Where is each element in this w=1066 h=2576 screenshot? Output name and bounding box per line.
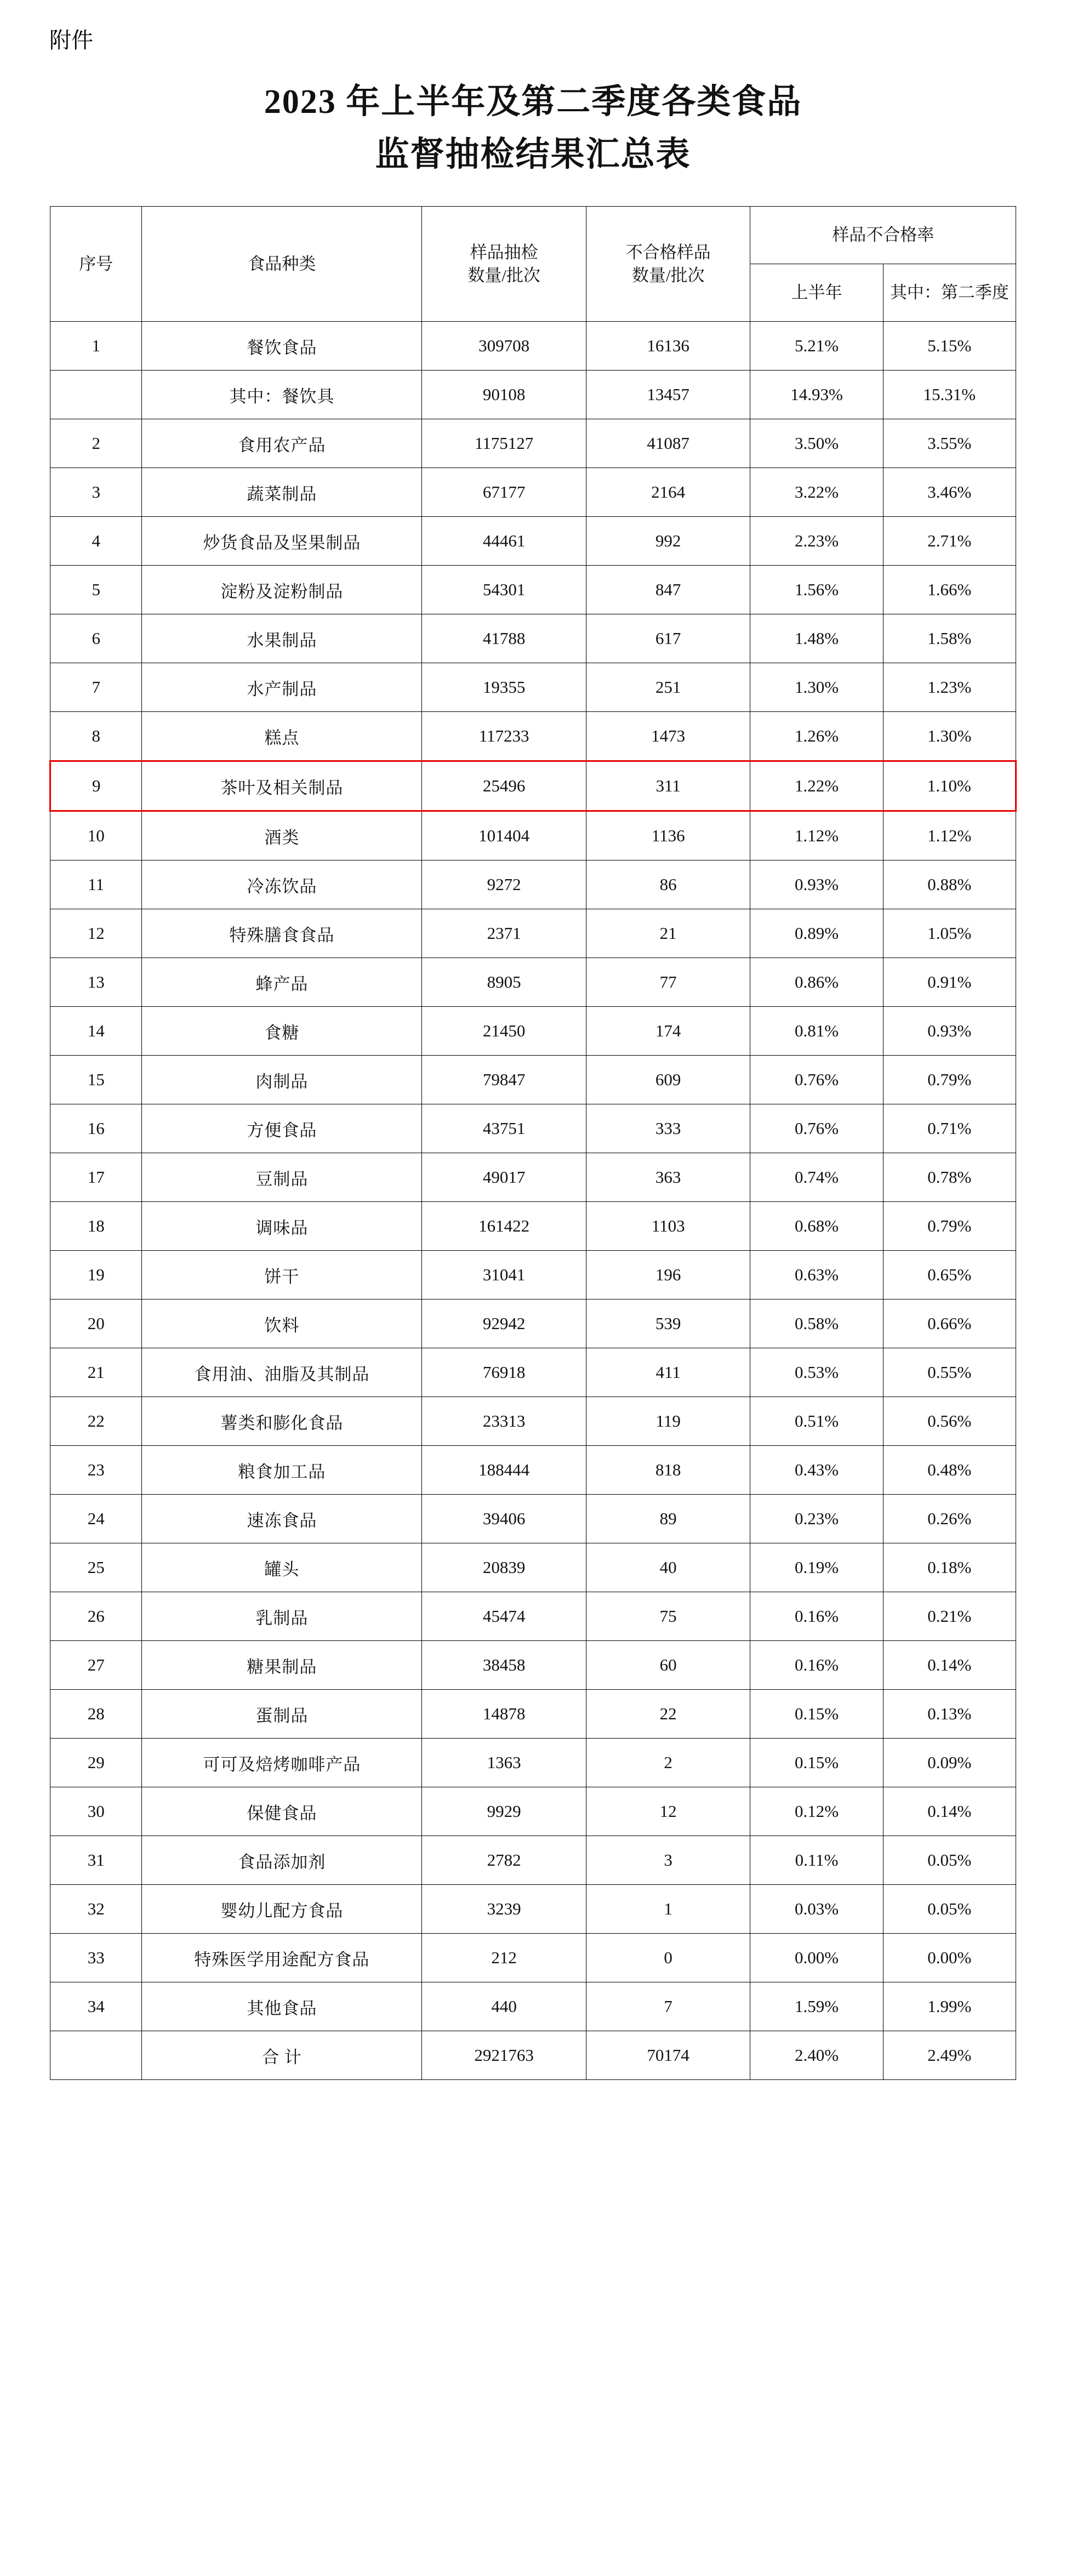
cell-rate-q2: 0.14% (883, 1787, 1016, 1836)
cell-samples: 92942 (422, 1300, 586, 1348)
cell-category: 蜂产品 (142, 958, 422, 1007)
table-row (50, 958, 1016, 1007)
cell-category: 可可及焙烤咖啡产品 (142, 1739, 422, 1787)
cell-no: 30 (50, 1787, 142, 1836)
attachment-label: 附件 (49, 29, 93, 53)
cell-samples: 49017 (422, 1153, 586, 1202)
table-row (50, 371, 1016, 419)
cell-category: 炒货食品及坚果制品 (142, 517, 422, 566)
cell-rate-h1: 3.50% (750, 419, 883, 468)
cell-no: 3 (50, 468, 142, 517)
cell-samples: 9272 (422, 860, 586, 909)
cell-rate-h1: 0.16% (750, 1592, 883, 1641)
cell-category: 食用油、油脂及其制品 (142, 1348, 422, 1397)
cell-no: 2 (50, 419, 142, 468)
cell-rate-h1: 0.19% (750, 1543, 883, 1592)
cell-rate-q2: 0.21% (883, 1592, 1016, 1641)
cell-rate-h1: 0.58% (750, 1300, 883, 1348)
cell-no: 1 (50, 322, 142, 371)
header-samples (422, 207, 586, 322)
cell-category: 酒类 (142, 811, 422, 860)
table-row (50, 909, 1016, 958)
cell-fail: 617 (586, 614, 750, 663)
cell-rate-h1: 1.59% (750, 1982, 883, 2031)
cell-samples: 38458 (422, 1641, 586, 1690)
cell-samples: 54301 (422, 566, 586, 614)
cell-samples: 8905 (422, 958, 586, 1007)
cell-no (50, 371, 142, 419)
cell-fail: 539 (586, 1300, 750, 1348)
cell-samples: 117233 (422, 712, 586, 761)
cell-category: 豆制品 (142, 1153, 422, 1202)
cell-category: 饮料 (142, 1300, 422, 1348)
cell-no: 33 (50, 1934, 142, 1982)
header-rate-h1: 上半年 (750, 264, 883, 322)
cell-rate-q2: 0.93% (883, 1007, 1016, 1056)
cell-rate-q2: 0.05% (883, 1885, 1016, 1934)
cell-fail: 847 (586, 566, 750, 614)
cell-category: 饼干 (142, 1251, 422, 1300)
cell-category: 蔬菜制品 (142, 468, 422, 517)
cell-category: 速冻食品 (142, 1495, 422, 1543)
cell-rate-q2: 1.99% (883, 1982, 1016, 2031)
table-row (50, 1251, 1016, 1300)
header-category: 食品种类 (142, 207, 422, 322)
cell-rate-h1: 5.21% (750, 322, 883, 371)
table-row (50, 1495, 1016, 1543)
cell-no: 4 (50, 517, 142, 566)
table-row (50, 1104, 1016, 1153)
total-cell-rate-q2: 2.49% (883, 2031, 1016, 2080)
page-title-line-1: 2023 年上半年及第二季度各类食品 (264, 83, 802, 121)
cell-category: 食糖 (142, 1007, 422, 1056)
cell-rate-q2: 0.18% (883, 1543, 1016, 1592)
cell-rate-q2: 1.05% (883, 909, 1016, 958)
cell-category: 保健食品 (142, 1787, 422, 1836)
cell-samples: 14878 (422, 1690, 586, 1739)
cell-samples: 44461 (422, 517, 586, 566)
table-row (50, 1446, 1016, 1495)
cell-no: 5 (50, 566, 142, 614)
cell-fail: 609 (586, 1056, 750, 1104)
cell-fail: 2 (586, 1739, 750, 1787)
cell-category: 肉制品 (142, 1056, 422, 1104)
table-row (50, 1690, 1016, 1739)
cell-no: 11 (50, 860, 142, 909)
cell-rate-q2: 0.13% (883, 1690, 1016, 1739)
cell-rate-q2: 0.71% (883, 1104, 1016, 1153)
cell-samples: 43751 (422, 1104, 586, 1153)
cell-fail: 16136 (586, 322, 750, 371)
cell-samples: 45474 (422, 1592, 586, 1641)
cell-fail: 174 (586, 1007, 750, 1056)
table-body (50, 322, 1016, 2080)
cell-fail: 7 (586, 1982, 750, 2031)
cell-fail: 2164 (586, 468, 750, 517)
cell-rate-q2: 1.23% (883, 663, 1016, 712)
cell-rate-h1: 3.22% (750, 468, 883, 517)
cell-category: 特殊膳食食品 (142, 909, 422, 958)
cell-rate-h1: 0.76% (750, 1104, 883, 1153)
cell-rate-q2: 1.66% (883, 566, 1016, 614)
header-rate-group: 样品不合格率 (750, 207, 1016, 264)
cell-category: 调味品 (142, 1202, 422, 1251)
table-row (50, 1348, 1016, 1397)
table-row (50, 322, 1016, 371)
table-row (50, 1885, 1016, 1934)
total-cell-samples: 2921763 (422, 2031, 586, 2080)
cell-category: 糕点 (142, 712, 422, 761)
header-fail (586, 207, 750, 322)
cell-category: 罐头 (142, 1543, 422, 1592)
cell-fail: 0 (586, 1934, 750, 1982)
cell-samples: 1175127 (422, 419, 586, 468)
cell-no: 17 (50, 1153, 142, 1202)
cell-no: 13 (50, 958, 142, 1007)
cell-rate-q2: 0.66% (883, 1300, 1016, 1348)
cell-fail: 311 (586, 761, 750, 811)
cell-samples: 101404 (422, 811, 586, 860)
cell-rate-q2: 5.15% (883, 322, 1016, 371)
cell-no: 9 (50, 761, 142, 811)
cell-fail: 363 (586, 1153, 750, 1202)
cell-category: 特殊医学用途配方食品 (142, 1934, 422, 1982)
cell-rate-h1: 0.68% (750, 1202, 883, 1251)
cell-samples: 79847 (422, 1056, 586, 1104)
table-row (50, 1007, 1016, 1056)
cell-fail: 992 (586, 517, 750, 566)
cell-samples: 67177 (422, 468, 586, 517)
cell-fail: 818 (586, 1446, 750, 1495)
cell-fail: 411 (586, 1348, 750, 1397)
table-row (50, 1739, 1016, 1787)
cell-category: 水果制品 (142, 614, 422, 663)
cell-rate-h1: 0.86% (750, 958, 883, 1007)
cell-no: 20 (50, 1300, 142, 1348)
table-row (50, 1300, 1016, 1348)
cell-no: 27 (50, 1641, 142, 1690)
cell-samples: 19355 (422, 663, 586, 712)
cell-category: 食用农产品 (142, 419, 422, 468)
table-row (50, 614, 1016, 663)
cell-rate-h1: 0.53% (750, 1348, 883, 1397)
cell-fail: 77 (586, 958, 750, 1007)
cell-fail: 60 (586, 1641, 750, 1690)
cell-rate-h1: 0.51% (750, 1397, 883, 1446)
cell-no: 34 (50, 1982, 142, 2031)
table-row (50, 811, 1016, 860)
cell-rate-h1: 1.48% (750, 614, 883, 663)
cell-rate-q2: 0.78% (883, 1153, 1016, 1202)
cell-no: 7 (50, 663, 142, 712)
cell-category: 其他食品 (142, 1982, 422, 2031)
cell-rate-h1: 1.26% (750, 712, 883, 761)
header-rate-q2: 其中：第二季度 (883, 264, 1016, 322)
cell-rate-q2: 0.26% (883, 1495, 1016, 1543)
cell-rate-h1: 0.74% (750, 1153, 883, 1202)
cell-no: 10 (50, 811, 142, 860)
table-row (50, 1153, 1016, 1202)
cell-samples: 2371 (422, 909, 586, 958)
cell-fail: 196 (586, 1251, 750, 1300)
table-row (50, 1056, 1016, 1104)
cell-rate-h1: 0.93% (750, 860, 883, 909)
cell-no: 21 (50, 1348, 142, 1397)
cell-fail: 3 (586, 1836, 750, 1885)
total-cell-no (50, 2031, 142, 2080)
cell-rate-h1: 0.00% (750, 1934, 883, 1982)
cell-category: 婴幼儿配方食品 (142, 1885, 422, 1934)
cell-samples: 23313 (422, 1397, 586, 1446)
table-row (50, 1592, 1016, 1641)
cell-category: 食品添加剂 (142, 1836, 422, 1885)
cell-no: 19 (50, 1251, 142, 1300)
cell-rate-q2: 0.65% (883, 1251, 1016, 1300)
cell-fail: 1103 (586, 1202, 750, 1251)
cell-rate-q2: 3.46% (883, 468, 1016, 517)
table-row-highlighted (50, 761, 1016, 811)
cell-rate-q2: 0.79% (883, 1056, 1016, 1104)
total-cell-fail: 70174 (586, 2031, 750, 2080)
cell-no: 12 (50, 909, 142, 958)
cell-fail: 89 (586, 1495, 750, 1543)
cell-category: 糖果制品 (142, 1641, 422, 1690)
table-row (50, 1836, 1016, 1885)
table-row (50, 566, 1016, 614)
cell-fail: 41087 (586, 419, 750, 468)
table-total-row (50, 2031, 1016, 2080)
cell-rate-q2: 0.91% (883, 958, 1016, 1007)
cell-no: 28 (50, 1690, 142, 1739)
cell-samples: 25496 (422, 761, 586, 811)
cell-rate-h1: 14.93% (750, 371, 883, 419)
cell-fail: 40 (586, 1543, 750, 1592)
cell-no: 14 (50, 1007, 142, 1056)
cell-samples: 20839 (422, 1543, 586, 1592)
table-row (50, 517, 1016, 566)
cell-rate-q2: 0.79% (883, 1202, 1016, 1251)
cell-category: 水产制品 (142, 663, 422, 712)
cell-rate-h1: 0.15% (750, 1739, 883, 1787)
cell-fail: 22 (586, 1690, 750, 1739)
cell-rate-q2: 0.05% (883, 1836, 1016, 1885)
cell-fail: 86 (586, 860, 750, 909)
cell-rate-q2: 2.71% (883, 517, 1016, 566)
cell-fail: 119 (586, 1397, 750, 1446)
total-cell-label: 合 计 (142, 2031, 422, 2080)
table-header-row-1 (50, 207, 1016, 264)
cell-no: 18 (50, 1202, 142, 1251)
cell-no: 16 (50, 1104, 142, 1153)
cell-no: 26 (50, 1592, 142, 1641)
table-row (50, 860, 1016, 909)
table-row (50, 1202, 1016, 1251)
cell-category: 蛋制品 (142, 1690, 422, 1739)
cell-rate-h1: 2.23% (750, 517, 883, 566)
cell-rate-h1: 1.22% (750, 761, 883, 811)
header-no: 序号 (50, 207, 142, 322)
cell-no: 25 (50, 1543, 142, 1592)
cell-samples: 440 (422, 1982, 586, 2031)
cell-rate-q2: 15.31% (883, 371, 1016, 419)
cell-no: 31 (50, 1836, 142, 1885)
cell-category: 乳制品 (142, 1592, 422, 1641)
cell-no: 8 (50, 712, 142, 761)
cell-no: 6 (50, 614, 142, 663)
cell-rate-q2: 1.12% (883, 811, 1016, 860)
table-header (50, 207, 1016, 322)
table-row (50, 419, 1016, 468)
cell-rate-h1: 0.43% (750, 1446, 883, 1495)
cell-fail: 333 (586, 1104, 750, 1153)
cell-category: 茶叶及相关制品 (142, 761, 422, 811)
inspection-summary-table (49, 206, 1017, 2080)
cell-rate-h1: 0.81% (750, 1007, 883, 1056)
cell-samples: 2782 (422, 1836, 586, 1885)
cell-samples: 76918 (422, 1348, 586, 1397)
cell-no: 29 (50, 1739, 142, 1787)
table-row (50, 468, 1016, 517)
cell-rate-h1: 0.15% (750, 1690, 883, 1739)
cell-rate-h1: 1.30% (750, 663, 883, 712)
total-cell-rate-h1: 2.40% (750, 2031, 883, 2080)
cell-rate-h1: 0.89% (750, 909, 883, 958)
cell-fail: 13457 (586, 371, 750, 419)
cell-rate-q2: 0.55% (883, 1348, 1016, 1397)
cell-no: 15 (50, 1056, 142, 1104)
cell-fail: 251 (586, 663, 750, 712)
cell-samples: 90108 (422, 371, 586, 419)
page-title (49, 76, 1017, 181)
cell-fail: 21 (586, 909, 750, 958)
cell-samples: 21450 (422, 1007, 586, 1056)
cell-rate-q2: 0.14% (883, 1641, 1016, 1690)
cell-category: 冷冻饮品 (142, 860, 422, 909)
cell-category: 薯类和膨化食品 (142, 1397, 422, 1446)
table-row (50, 663, 1016, 712)
table-row (50, 712, 1016, 761)
cell-rate-h1: 0.16% (750, 1641, 883, 1690)
header-samples-line-2: 数量/批次 (468, 265, 540, 285)
cell-no: 24 (50, 1495, 142, 1543)
table-row (50, 1934, 1016, 1982)
cell-samples: 41788 (422, 614, 586, 663)
cell-samples: 1363 (422, 1739, 586, 1787)
cell-rate-q2: 0.00% (883, 1934, 1016, 1982)
cell-rate-q2: 0.88% (883, 860, 1016, 909)
cell-rate-h1: 0.03% (750, 1885, 883, 1934)
cell-category: 其中：餐饮具 (142, 371, 422, 419)
page-title-line-2: 监督抽检结果汇总表 (375, 136, 691, 174)
cell-samples: 39406 (422, 1495, 586, 1543)
cell-rate-q2: 1.58% (883, 614, 1016, 663)
cell-category: 粮食加工品 (142, 1446, 422, 1495)
cell-samples: 188444 (422, 1446, 586, 1495)
cell-rate-q2: 0.56% (883, 1397, 1016, 1446)
cell-fail: 1 (586, 1885, 750, 1934)
header-fail-line-1: 不合格样品 (625, 242, 711, 262)
cell-category: 餐饮食品 (142, 322, 422, 371)
table-row (50, 1641, 1016, 1690)
cell-fail: 75 (586, 1592, 750, 1641)
cell-no: 22 (50, 1397, 142, 1446)
cell-fail: 1473 (586, 712, 750, 761)
cell-samples: 9929 (422, 1787, 586, 1836)
cell-rate-h1: 0.11% (750, 1836, 883, 1885)
cell-rate-h1: 1.56% (750, 566, 883, 614)
cell-no: 32 (50, 1885, 142, 1934)
cell-category: 淀粉及淀粉制品 (142, 566, 422, 614)
cell-category: 方便食品 (142, 1104, 422, 1153)
cell-samples: 161422 (422, 1202, 586, 1251)
cell-samples: 309708 (422, 322, 586, 371)
cell-rate-h1: 0.12% (750, 1787, 883, 1836)
cell-fail: 1136 (586, 811, 750, 860)
header-fail-line-2: 数量/批次 (631, 265, 705, 285)
table-row (50, 1397, 1016, 1446)
cell-rate-q2: 3.55% (883, 419, 1016, 468)
table-row (50, 1543, 1016, 1592)
cell-rate-q2: 1.30% (883, 712, 1016, 761)
cell-rate-q2: 0.09% (883, 1739, 1016, 1787)
cell-samples: 31041 (422, 1251, 586, 1300)
cell-samples: 212 (422, 1934, 586, 1982)
cell-samples: 3239 (422, 1885, 586, 1934)
cell-fail: 12 (586, 1787, 750, 1836)
table-row (50, 1787, 1016, 1836)
header-samples-line-1: 样品抽检 (470, 242, 538, 262)
cell-rate-q2: 0.48% (883, 1446, 1016, 1495)
cell-rate-h1: 0.76% (750, 1056, 883, 1104)
cell-no: 23 (50, 1446, 142, 1495)
table-row (50, 1982, 1016, 2031)
cell-rate-h1: 0.63% (750, 1251, 883, 1300)
cell-rate-h1: 1.12% (750, 811, 883, 860)
cell-rate-q2: 1.10% (883, 761, 1016, 811)
cell-rate-h1: 0.23% (750, 1495, 883, 1543)
